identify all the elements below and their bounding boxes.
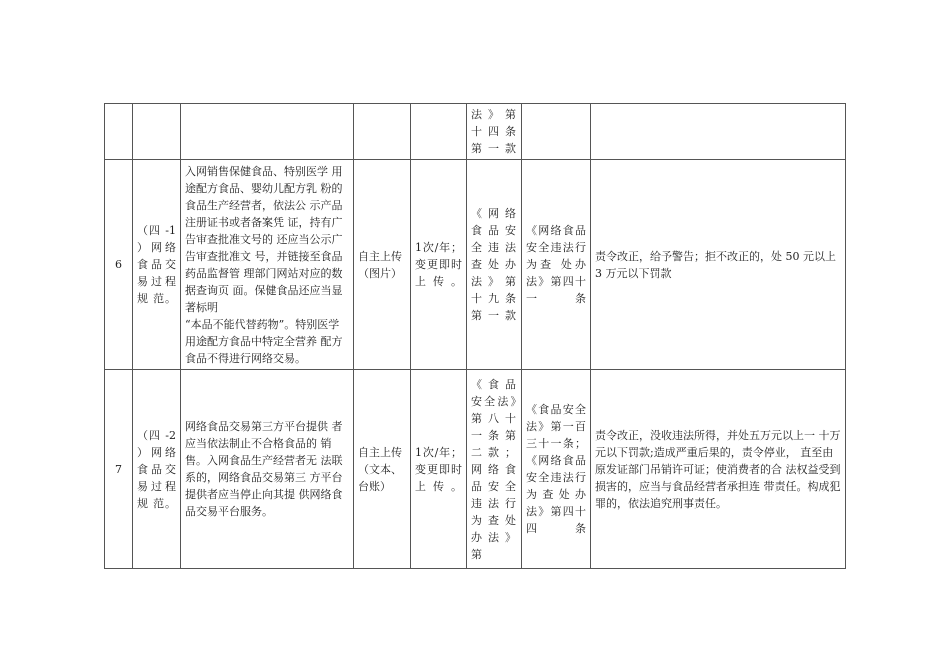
method-cell [354,104,411,160]
legal-basis-cell: 法》第十四条第一款 [467,104,522,160]
table-row [105,370,846,569]
row-number: 7 [105,370,133,569]
category-cell: （四 -2 ）网络食品交易过程规 范。 [133,370,181,569]
legal-basis-cell: 《网络食品安全违法查处办法》第十九条第一款 [467,160,522,370]
requirement-cell [181,104,354,160]
legal-basis-cell: 《食品安全法》第八十一条第二款；网络食品安全违法行为查处办法》第 [467,370,522,569]
penalty-cell [591,104,846,160]
method-cell: 自主上传（图片） [354,160,411,370]
penalty-cell: 责令改正，给予警告；拒不改正的，处 50 元以上 3 万元以下罚款 [591,160,846,370]
penalty-cell: 责令改正，没收违法所得，并处五万元以上一 十万元以下罚款;造成严重后果的，责令停业， 直至由原发证部门吊销许可证；使消费者的合 法权益受到损害的，应当与食品经营者承担连 带责任。构成犯罪的，依法追究刑事责任。 [591,370,846,569]
row-number [105,104,133,160]
requirement-cell: 网络食品交易第三方平台提供 者应当依法制止不合格食品的 销售。入网食品生产经营者无 法联系的，网络食品交易第三 方平台提供者应当停止向其提 供网络食品交易平台服务。 [181,370,354,569]
penalty-basis-cell: 《食品安全法》第一百三十一条；《网络食品安全违法行为查处办法》第四十四条 [522,370,591,569]
category-cell [133,104,181,160]
frequency-cell: 1次/年；变更即时上传。 [411,160,467,370]
row-number: 6 [105,160,133,370]
method-cell: 自主上传（文本、台账） [354,370,411,569]
frequency-cell [411,104,467,160]
frequency-cell: 1次/年；变更即时上传。 [411,370,467,569]
category-cell: （四 -1 ）网络食品交易过程规 范。 [133,160,181,370]
regulation-table [104,103,846,569]
penalty-basis-cell [522,104,591,160]
penalty-basis-cell: 《网络食品安全违法行为查 处办法》第四十一条 [522,160,591,370]
table-row [105,104,846,160]
table-row [105,160,846,370]
requirement-cell: 入网销售保健食品、特别医学 用途配方食品、婴幼儿配方乳 粉的食品生产经营者，依法公 示产品注册证书或者备案凭 证，持有广告审查批准文号的 还应当公示广告审查批准文 号，并链接至食品药品监督管 理部门网站对应的数据查询页 面。保健食品还应当显著标明 “本品不能代替药物”。特别医学用途配方食品中特定全营养 配方食品不得进行网络交易。 [181,160,354,370]
